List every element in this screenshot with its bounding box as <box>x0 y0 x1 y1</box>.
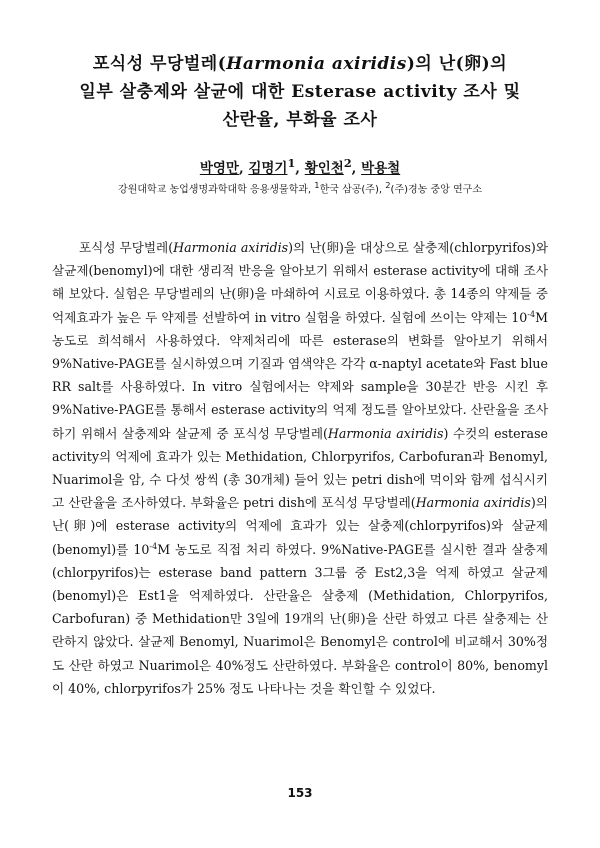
author-name: 김명기 <box>248 160 288 177</box>
affiliation-mark: 2 <box>385 180 391 190</box>
affiliation-text: 한국 삼공(주), <box>319 184 383 196</box>
abstract-text: M 농도로 직접 처리 하였다. 9%Native-PAGE를 실시한 결과 살충제(chlorpyrifos)는 esterase band pattern 3그룹 중 Est2,3을 억제 하였고 살균제(benomyl)은 Est1을 억제하였다. 산란율은 살충제 (Methidation, Chlorpyrifos, Carbofuran) 중 Methidation만 3일에 19개의 난(卵)을 산란 하였고 다른 살충제는 산란하지 않았다. 살균제 Benomyl, Nuarimol은 Benomyl은 control에 비교해서 30%정도 산란 하였고 Nuarimol은 40%정도 산란하였다. 부화율은 control이 80%, benomyl이 40%, chlorpyrifos가 25% 정도 나타나는 것을 확인할 수 있었다. <box>52 541 549 696</box>
affiliation-text: 강원대학교 농업생명과학대학 응용생물학과, <box>118 184 312 196</box>
species-name: Harmonia axiridis <box>226 54 407 74</box>
author-name: 황인천 <box>304 160 344 177</box>
abstract-text: )의 난(卵)에 esterase activity의 억제에 효과가 있는 살충제(chlorpyrifos)와 살균제(benomyl)를 10 <box>52 495 548 557</box>
affiliation-mark: 1 <box>314 180 320 190</box>
affiliation-mark: 1 <box>287 156 296 170</box>
exponent: -4 <box>527 309 536 319</box>
title-line-1 <box>20 50 580 78</box>
abstract-text: M 농도로 희석해서 사용하였다. 약제처리에 따른 esterase의 변화를 알아보기 위해서 9%Native-PAGE를 실시하였으며 기질과 염색약은 각각 α-naptyl acetate와 Fast blue RR salt를 사용하였다. In vitro 실험에서는 약제와 sample을 30분간 반응 시킨 후 9%Native-PAGE를 통해서 esterase activity의 억제 정도를 알아보았다. 산란율을 조사하기 위해서 살충제와 살균제 중 포식성 무당벌레( <box>52 309 548 441</box>
title-line-3: 산란율, 부화율 조사 <box>222 110 378 130</box>
species-name: Harmonia axiridis <box>327 425 444 441</box>
exponent: -4 <box>149 541 158 551</box>
title-line-2: 일부 살충제와 살균에 대한 Esterase activity 조사 및 <box>79 82 521 102</box>
abstract-text: ) 수컷의 esterase activity의 억제에 효과가 있는 Methidation, Chlorpyrifos, Carbofuran과 Benomyl, Nuarimol을 암, 수 다섯 쌍씩 (총 30개체) 들어 있는 petri dish에 먹이와 함께 섭식시키고 산란율을 조사하였다. 부화율은 petri dish에 포식성 무당벌레( <box>52 425 548 511</box>
affiliations <box>20 180 580 195</box>
affiliation-mark: 2 <box>343 156 352 170</box>
affiliation-text: (주)경농 중앙 연구소 <box>390 184 482 196</box>
title-text: 포식성 무당벌레( <box>92 54 227 74</box>
author-name: 박용철 <box>361 160 401 177</box>
species-name: Harmonia axiridis <box>173 240 289 255</box>
species-name: Harmonia axiridis <box>415 495 531 511</box>
author-list: 박영만, 김명기$^1$, 황인천$^2$, 박용철 <box>199 156 401 177</box>
page-number: 153 <box>287 786 313 800</box>
abstract-text: )의 난(卵)을 대상으로 살충제(chlorpyrifos)와 살균제(benomyl)에 대한 생리적 반응을 알아보기 위해서 esterase activity에 대해 조사해 보았다. 실험은 무당벌레의 난(卵)을 마쇄하여 시료로 이용하였다. 총 14종의 약제들 중 억제효과가 높은 두 약제를 선발하여 in vitro 실험을 하였다. 실험에 쓰이는 약제는 10 <box>52 240 548 325</box>
abstract-body <box>52 236 548 700</box>
title-text: )의 난(卵)의 <box>406 54 508 74</box>
author-name: 박영만 <box>199 160 239 177</box>
paper-title <box>20 50 580 134</box>
abstract-text: 포식성 무당벌레( <box>79 240 174 255</box>
